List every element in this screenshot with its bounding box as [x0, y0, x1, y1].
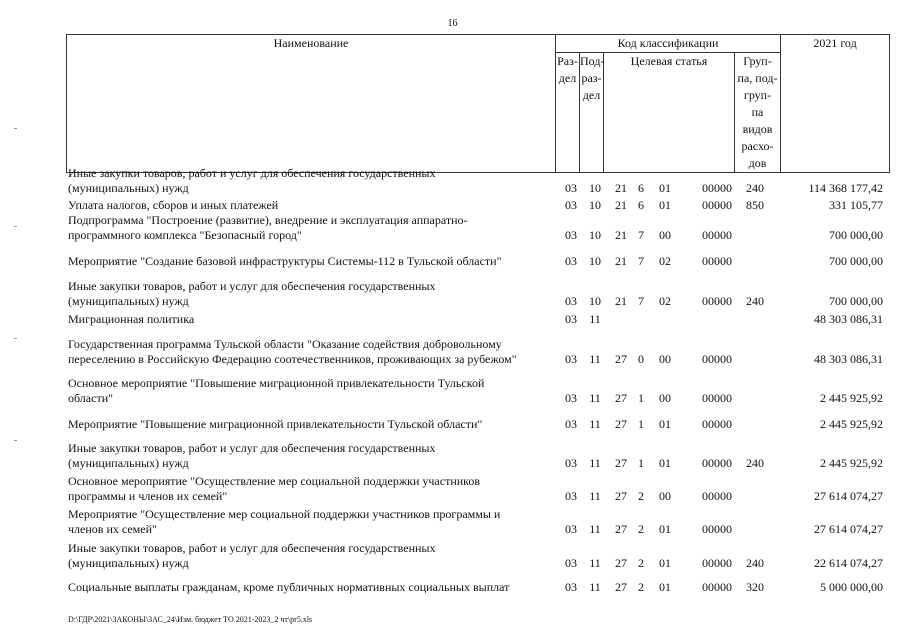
- header-subsection-line: дел: [582, 88, 601, 102]
- row-code: 00000: [702, 198, 732, 212]
- row-name-line: области": [68, 391, 114, 405]
- row-amount: 700 000,00: [829, 228, 883, 242]
- header-group-line: расхо-: [741, 139, 774, 153]
- row-code: 10: [589, 198, 601, 212]
- header-group-line: па, под-: [737, 71, 778, 85]
- file-path-footer: D:\ГДР\2021\ЗАКОНЫ\ЗАС_24\Изм. бюджет ТО 2021-2023_2 чт\pr5.xls: [68, 615, 313, 624]
- row-code: 03: [565, 254, 577, 268]
- row-code: 7: [638, 254, 644, 268]
- row-code: 11: [589, 417, 601, 431]
- row-amount: 27 614 074,27: [814, 489, 883, 503]
- row-amount: 48 303 086,31: [814, 352, 883, 366]
- row-code: 01: [659, 522, 671, 536]
- row-name-line: Мероприятие "Повышение миграционной привлекательности Тульской области": [68, 417, 483, 431]
- row-code: 27: [615, 580, 627, 594]
- row-code: 11: [589, 522, 601, 536]
- row-code: 7: [638, 294, 644, 308]
- row-amount: 5 000 000,00: [820, 580, 883, 594]
- row-name: [68, 166, 554, 196]
- row-code: 00000: [702, 556, 732, 570]
- row-code: 11: [589, 391, 601, 405]
- row-code: 1: [638, 456, 644, 470]
- row-code: 2: [638, 522, 644, 536]
- row-code: 10: [589, 181, 601, 195]
- header-group-line: Груп-: [743, 54, 772, 68]
- row-code: 6: [638, 198, 644, 212]
- row-code: 00000: [702, 294, 732, 308]
- row-name: [68, 417, 554, 432]
- row-name: [68, 507, 554, 537]
- row-code: 00000: [702, 228, 732, 242]
- row-code: 00000: [702, 352, 732, 366]
- row-code: 03: [565, 489, 577, 503]
- row-code: 00: [659, 391, 671, 405]
- row-name-line: Иные закупки товаров, работ и услуг для обеспечения государственных: [68, 279, 436, 293]
- row-code: 11: [589, 489, 601, 503]
- row-code: 6: [638, 181, 644, 195]
- row-code: 27: [615, 556, 627, 570]
- row-code: 00: [659, 489, 671, 503]
- row-name-line: Иные закупки товаров, работ и услуг для обеспечения государственных: [68, 441, 436, 455]
- row-name: [68, 474, 554, 504]
- row-amount: 2 445 925,92: [820, 391, 883, 405]
- page-number: 16: [447, 18, 458, 29]
- row-code: 240: [746, 556, 764, 570]
- row-name-line: членов их семей": [68, 522, 157, 536]
- scan-mark: [14, 128, 17, 129]
- row-name-line: Иные закупки товаров, работ и услуг для обеспечения государственных: [68, 541, 436, 555]
- row-code: 03: [565, 294, 577, 308]
- row-code: 21: [615, 254, 627, 268]
- header-code-group: Код классификации: [556, 35, 781, 53]
- scan-mark: [14, 440, 17, 441]
- row-code: 0: [638, 352, 644, 366]
- row-amount: 48 303 086,31: [814, 312, 883, 326]
- row-code: 00: [659, 228, 671, 242]
- scan-mark: [14, 226, 17, 227]
- row-code: 27: [615, 391, 627, 405]
- row-name: [68, 441, 554, 471]
- header-subsection-line: Под-: [580, 54, 605, 68]
- header-group-line: па: [751, 105, 764, 119]
- row-name: [68, 580, 554, 595]
- row-code: 320: [746, 580, 764, 594]
- row-code: 27: [615, 489, 627, 503]
- row-name-line: Миграционная политика: [68, 312, 195, 326]
- row-code: 10: [589, 254, 601, 268]
- row-name-line: (муниципальных) нужд: [68, 181, 189, 195]
- row-amount: 700 000,00: [829, 254, 883, 268]
- row-amount: 700 000,00: [829, 294, 883, 308]
- header-group-line: видов: [742, 122, 773, 136]
- row-code: 1: [638, 417, 644, 431]
- row-name-line: переселению в Российскую Федерацию соотечественников, проживающих за рубежом": [68, 352, 517, 366]
- row-code: 21: [615, 198, 627, 212]
- row-name: [68, 213, 554, 243]
- row-code: 11: [589, 352, 601, 366]
- row-code: 21: [615, 181, 627, 195]
- row-code: 1: [638, 391, 644, 405]
- row-amount: 22 614 074,27: [814, 556, 883, 570]
- row-code: 00000: [702, 580, 732, 594]
- header-group-line: груп-: [743, 88, 772, 102]
- scan-mark: [14, 338, 17, 339]
- row-name-line: Иные закупки товаров, работ и услуг для обеспечения государственных: [68, 166, 436, 180]
- row-code: 00000: [702, 417, 732, 431]
- row-code: 11: [589, 580, 601, 594]
- row-code: 21: [615, 228, 627, 242]
- row-name: [68, 541, 554, 571]
- row-code: 2: [638, 580, 644, 594]
- row-name: [68, 312, 554, 327]
- row-code: 03: [565, 456, 577, 470]
- row-code: 01: [659, 198, 671, 212]
- row-code: 00000: [702, 181, 732, 195]
- row-code: 03: [565, 198, 577, 212]
- row-code: 03: [565, 522, 577, 536]
- row-amount: 2 445 925,92: [820, 417, 883, 431]
- row-code: 02: [659, 294, 671, 308]
- header-subsection-line: раз-: [581, 71, 602, 85]
- row-code: 00000: [702, 489, 732, 503]
- row-code: 01: [659, 181, 671, 195]
- row-code: 01: [659, 417, 671, 431]
- row-code: 01: [659, 456, 671, 470]
- row-code: 01: [659, 556, 671, 570]
- row-name: [68, 376, 554, 406]
- header-name: Наименование: [67, 35, 556, 173]
- row-code: 240: [746, 294, 764, 308]
- row-name-line: программы и членов их семей": [68, 489, 228, 503]
- row-code: 27: [615, 417, 627, 431]
- header-target: Целевая статья: [604, 53, 735, 173]
- row-name: [68, 337, 554, 367]
- row-name: [68, 198, 554, 213]
- row-code: 03: [565, 391, 577, 405]
- row-code: 00: [659, 352, 671, 366]
- row-code: 00000: [702, 254, 732, 268]
- row-name: [68, 279, 554, 309]
- row-code: 11: [589, 456, 601, 470]
- row-name-line: Основное мероприятие "Осуществление мер социальной поддержки участников: [68, 474, 481, 488]
- row-code: 10: [589, 228, 601, 242]
- row-code: 00000: [702, 391, 732, 405]
- row-name-line: Основное мероприятие "Повышение миграционной привлекательности Тульской: [68, 376, 485, 390]
- row-code: 2: [638, 489, 644, 503]
- row-code: 00000: [702, 522, 732, 536]
- row-code: 02: [659, 254, 671, 268]
- row-code: 850: [746, 198, 764, 212]
- row-code: 21: [615, 294, 627, 308]
- row-name-line: Подпрограмма "Построение (развитие), внедрение и эксплуатация аппаратно-: [68, 213, 468, 227]
- row-code: 03: [565, 417, 577, 431]
- row-code: 2: [638, 556, 644, 570]
- row-code: 10: [589, 294, 601, 308]
- row-code: 03: [565, 228, 577, 242]
- row-code: 240: [746, 456, 764, 470]
- row-code: 03: [565, 556, 577, 570]
- header-section-line: Раз-: [557, 54, 578, 68]
- row-code: 11: [589, 312, 601, 326]
- row-amount: 331 105,77: [829, 198, 883, 212]
- header-year: 2021 год: [781, 35, 890, 173]
- row-code: 03: [565, 580, 577, 594]
- row-name-line: Уплата налогов, сборов и иных платежей: [68, 198, 279, 212]
- row-name-line: программного комплекса "Безопасный город": [68, 228, 302, 242]
- row-name-line: (муниципальных) нужд: [68, 556, 189, 570]
- row-code: 27: [615, 456, 627, 470]
- row-code: 27: [615, 522, 627, 536]
- row-name-line: Социальные выплаты гражданам, кроме публичных нормативных социальных выплат: [68, 580, 510, 594]
- row-code: 00000: [702, 456, 732, 470]
- row-name-line: (муниципальных) нужд: [68, 294, 189, 308]
- row-code: 03: [565, 312, 577, 326]
- row-code: 240: [746, 181, 764, 195]
- header-section-line: дел: [558, 71, 577, 85]
- row-name-line: Мероприятие "Создание базовой инфраструктуры Системы-112 в Тульской области": [68, 254, 502, 268]
- row-code: 7: [638, 228, 644, 242]
- row-code: 27: [615, 352, 627, 366]
- row-name-line: (муниципальных) нужд: [68, 456, 189, 470]
- row-code: 03: [565, 352, 577, 366]
- row-code: 11: [589, 556, 601, 570]
- row-code: 01: [659, 580, 671, 594]
- row-amount: 27 614 074,27: [814, 522, 883, 536]
- row-name-line: Государственная программа Тульской области "Оказание содействия добровольному: [68, 337, 502, 351]
- row-amount: 2 445 925,92: [820, 456, 883, 470]
- row-name: [68, 254, 554, 269]
- row-code: 03: [565, 181, 577, 195]
- row-name-line: Мероприятие "Осуществление мер социальной поддержки участников программы и: [68, 507, 501, 521]
- header-group-line: дов: [748, 156, 767, 170]
- row-amount: 114 368 177,42: [808, 181, 883, 195]
